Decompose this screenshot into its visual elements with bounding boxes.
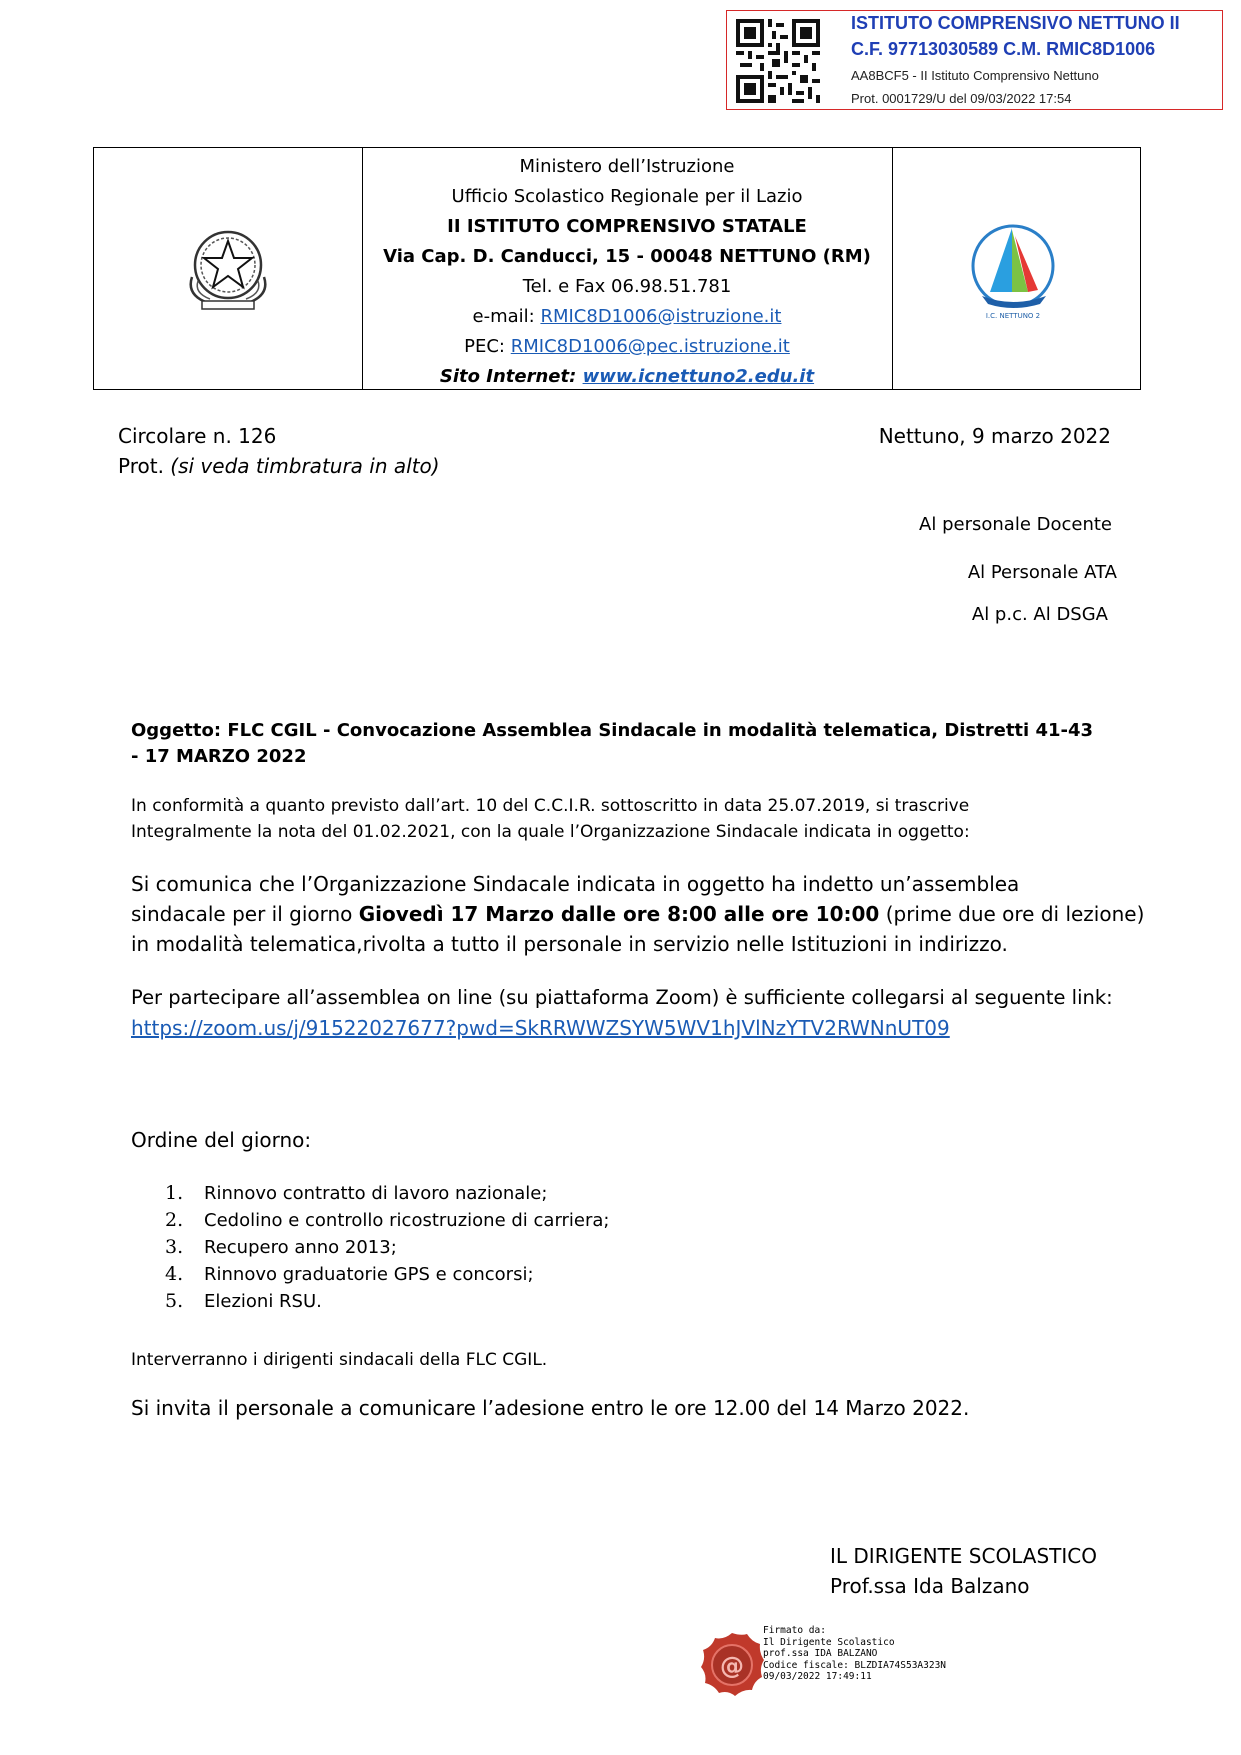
recipient-teachers: Al personale Docente <box>919 514 1112 535</box>
speakers-note: Interverranno i dirigenti sindacali della FLC CGIL. <box>131 1350 548 1370</box>
notice-paragraph-line: Si comunica che l’Organizzazione Sindacale indicata in oggetto ha indetto un’assemblea <box>131 872 1020 896</box>
site-line <box>362 362 892 392</box>
qr-code-icon <box>736 19 820 103</box>
zoom-meeting-link[interactable]: https://zoom.us/j/91522027677?pwd=SkRRWWZSYW5WV1hJVlNzYTV2RWNnUT09 <box>131 1016 950 1040</box>
italian-republic-emblem-icon <box>178 221 278 317</box>
list-item-text: Recupero anno 2013; <box>204 1237 397 1258</box>
invite-note: Si invita il personale a comunicare l’adesione entro le ore 12.00 del 14 Marzo 2022. <box>131 1396 970 1420</box>
intro-paragraph-line: Integralmente la nota del 01.02.2021, con la quale l’Organizzazione Sindacale indicata in oggetto: <box>131 822 970 842</box>
list-item <box>165 1234 610 1261</box>
stamp-fiscal-code: C.F. 97713030589 C.M. RMIC8D1006 <box>851 39 1156 59</box>
email-label: e-mail: <box>472 306 541 327</box>
list-item-text: Cedolino e controllo ricostruzione di carriera; <box>204 1210 610 1231</box>
notice-paragraph-line: in modalità telematica,rivolta a tutto il personale in servizio nelle Istituzioni in indirizzo. <box>131 932 1008 956</box>
recipient-dsga: Al p.c. Al DSGA <box>971 604 1108 625</box>
list-item-number: 5. <box>165 1290 184 1312</box>
notice-text: (prime due ore di lezione) <box>879 902 1145 926</box>
wax-seal-icon <box>697 1630 767 1700</box>
svg-text:@: @ <box>720 1652 744 1680</box>
pec-line <box>362 332 892 362</box>
pec-link[interactable]: RMIC8D1006@pec.istruzione.it <box>510 336 790 357</box>
meeting-datetime: Giovedì 17 Marzo dalle ore 8:00 alle ore 10:00 <box>358 902 880 926</box>
digital-signature-line: 09/03/2022 17:49:11 <box>763 1671 872 1682</box>
list-item <box>165 1207 610 1234</box>
stamp-aoo: AA8BCF5 - II Istituto Comprensivo Nettuno <box>851 68 1099 83</box>
website-link[interactable]: www.icnettuno2.edu.it <box>582 366 815 387</box>
school-phone: Tel. e Fax 06.98.51.781 <box>522 276 732 297</box>
agenda-title: Ordine del giorno: <box>131 1128 312 1152</box>
table-divider <box>892 148 893 389</box>
digital-signature-info <box>763 1625 946 1683</box>
protocol-label: Prot. <box>118 454 171 478</box>
notice-text: sindacale per il giorno <box>131 902 359 926</box>
list-item <box>165 1288 610 1315</box>
subject-line: Oggetto: FLC CGIL - Convocazione Assemblea Sindacale in modalità telematica, Distretti 41-43 <box>131 720 1094 741</box>
protocol-stamp <box>726 10 1223 110</box>
circolare-number: Circolare n. 126 <box>118 424 277 448</box>
pec-label: PEC: <box>464 336 511 357</box>
list-item-text: Rinnovo contratto di lavoro nazionale; <box>204 1183 548 1204</box>
stamp-protocol-number: Prot. 0001729/U del 09/03/2022 17:54 <box>851 91 1072 106</box>
stamp-institute-name: ISTITUTO COMPRENSIVO NETTUNO II <box>851 13 1180 33</box>
regional-office: Ufficio Scolastico Regionale per il Lazio <box>451 186 803 207</box>
signature-name: Prof.ssa Ida Balzano <box>830 1574 1030 1598</box>
list-item-number: 4. <box>165 1263 184 1285</box>
zoom-paragraph-line: Per partecipare all’assemblea on line (su piattaforma Zoom) è sufficiente collegarsi al seguente link: <box>131 986 1113 1009</box>
place-date: Nettuno, 9 marzo 2022 <box>878 424 1111 448</box>
letterhead-text <box>362 152 892 392</box>
digital-signature-line: Firmato da: <box>763 1625 826 1636</box>
protocol-note: (si veda timbratura in alto) <box>170 454 440 478</box>
school-name: II ISTITUTO COMPRENSIVO STATALE <box>447 216 807 237</box>
recipient-ata: Al Personale ATA <box>967 562 1117 583</box>
school-logo-text: I.C. NETTUNO 2 <box>985 312 1041 320</box>
list-item-number: 3. <box>165 1236 184 1258</box>
list-item <box>165 1261 610 1288</box>
digital-signature-line: Il Dirigente Scolastico <box>763 1636 895 1648</box>
list-item-number: 2. <box>165 1209 184 1231</box>
digital-signature-line: Codice fiscale: BLZDIA74S53A323N <box>763 1659 947 1671</box>
list-item-number: 1. <box>165 1182 184 1204</box>
notice-paragraph-line <box>131 902 1144 926</box>
list-item-text: Rinnovo graduatorie GPS e concorsi; <box>204 1264 534 1285</box>
school-address: Via Cap. D. Canducci, 15 - 00048 NETTUNO (RM) <box>383 246 871 267</box>
protocol-line <box>118 454 440 478</box>
email-line <box>362 302 892 332</box>
list-item <box>165 1180 610 1207</box>
school-sailboat-logo-icon <box>960 216 1066 322</box>
digital-signature-line: prof.ssa IDA BALZANO <box>763 1648 878 1659</box>
letterhead-table <box>93 147 1141 390</box>
email-link[interactable]: RMIC8D1006@istruzione.it <box>540 306 782 327</box>
signature-role: IL DIRIGENTE SCOLASTICO <box>830 1544 1098 1568</box>
site-label: Sito Internet: <box>439 366 583 387</box>
intro-paragraph-line: In conformità a quanto previsto dall’art. 10 del C.C.I.R. sottoscritto in data 25.07.2019, si trascrive <box>131 796 970 816</box>
list-item-text: Elezioni RSU. <box>204 1291 322 1312</box>
agenda-list <box>165 1180 610 1315</box>
subject-date: - 17 MARZO 2022 <box>131 746 307 767</box>
ministry-name: Ministero dell’Istruzione <box>519 156 735 177</box>
